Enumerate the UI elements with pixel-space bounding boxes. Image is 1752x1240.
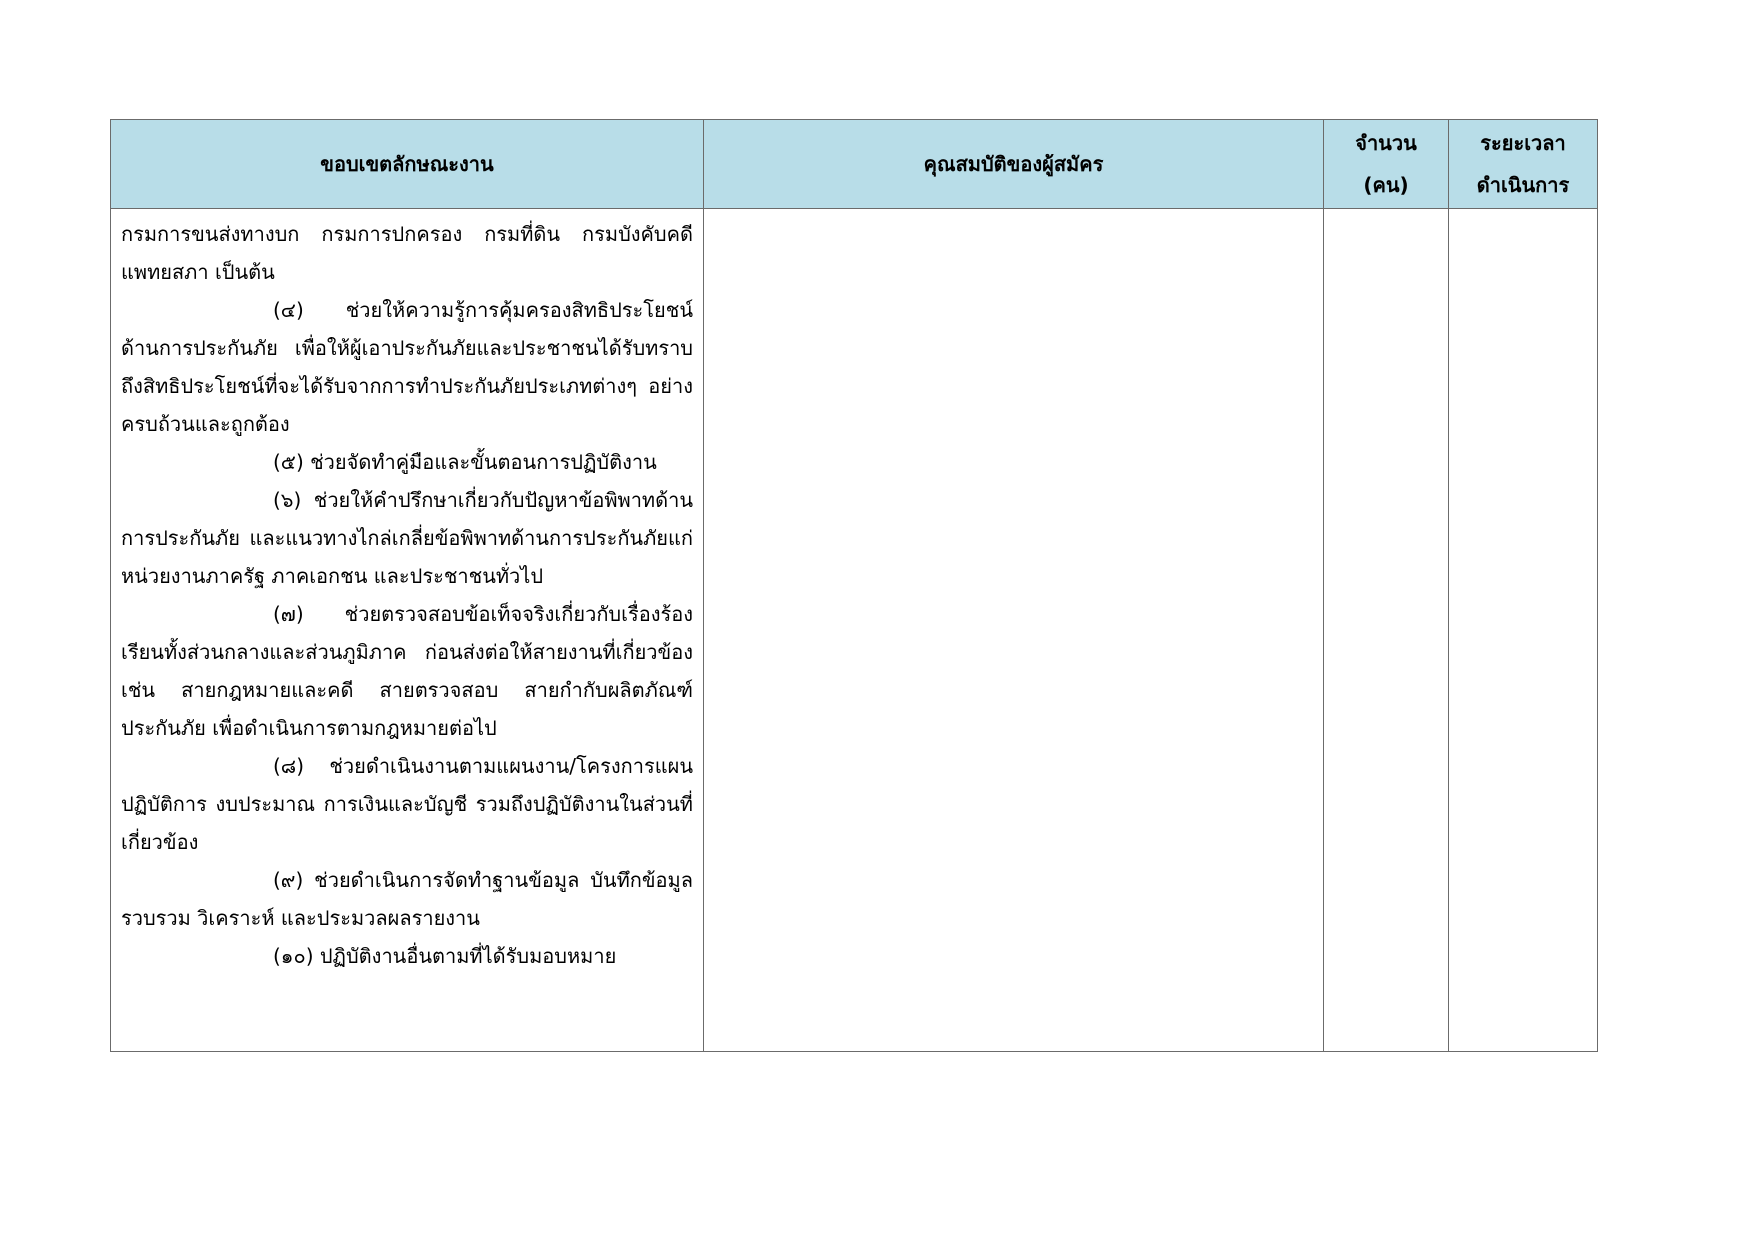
scope-paragraph: (๙) ช่วยดำเนินการจัดทำฐานข้อมูล บันทึกข้อมูล รวบรวม วิเคราะห์ และประมวลผลรายงาน: [121, 868, 693, 930]
header-qualifications-label: คุณสมบัติของผู้สมัคร: [923, 152, 1104, 176]
internship-scope-table: [110, 119, 1598, 1052]
scope-paragraph: (๑๐) ปฏิบัติงานอื่นตามที่ได้รับมอบหมาย: [273, 944, 617, 968]
count-cell: [1324, 209, 1449, 1052]
scope-cell: [111, 209, 704, 1052]
header-duration-label: ระยะเวลา: [1480, 131, 1566, 155]
header-scope-label: ขอบเขตลักษณะงาน: [320, 152, 494, 176]
header-qualifications: [704, 120, 1324, 209]
table-row: [111, 209, 1598, 1052]
duration-cell: [1449, 209, 1598, 1052]
header-duration: [1449, 120, 1598, 209]
scope-paragraph: (๘) ช่วยดำเนินงานตามแผนงาน/โครงการแผนปฏิบัติการ งบประมาณ การเงินและบัญชี รวมถึงปฏิบัติงานในส่วนที่เกี่ยวข้อง: [121, 754, 693, 854]
header-scope: [111, 120, 704, 209]
header-count: [1324, 120, 1449, 209]
header-count-unit: (คน): [1363, 173, 1409, 197]
scope-paragraph: (๖) ช่วยให้คำปรึกษาเกี่ยวกับปัญหาข้อพิพาทด้านการประกันภัย และแนวทางไกล่เกลี่ยข้อพิพาทด้านการประกันภัยแก่หน่วยงานภาครัฐ ภาคเอกชน และประชาชนทั่วไป: [121, 488, 693, 588]
table-header-row: [111, 120, 1598, 209]
scope-paragraph: (๗) ช่วยตรวจสอบข้อเท็จจริงเกี่ยวกับเรื่องร้องเรียนทั้งส่วนกลางและส่วนภูมิภาค ก่อนส่งต่อให้สายงานที่เกี่ยวข้อง เช่น สายกฎหมายและคดี สายตรวจสอบ สายกำกับผลิตภัณฑ์ประกันภัย เพื่อดำเนินการตามกฎหมายต่อไป: [121, 602, 693, 740]
header-count-label: จำนวน: [1355, 131, 1417, 155]
scope-paragraph: (๕) ช่วยจัดทำคู่มือและขั้นตอนการปฏิบัติงาน: [273, 450, 657, 474]
qualifications-cell: [704, 209, 1324, 1052]
scope-paragraph: กรมการขนส่งทางบก กรมการปกครอง กรมที่ดิน กรมบังคับคดี แพทยสภา เป็นต้น: [121, 222, 693, 284]
header-duration-label-2: ดำเนินการ: [1476, 173, 1570, 197]
scope-paragraph: (๔) ช่วยให้ความรู้การคุ้มครองสิทธิประโยชน์ด้านการประกันภัย เพื่อให้ผู้เอาประกันภัยและประชาชนได้รับทราบถึงสิทธิประโยชน์ที่จะได้รับจากการทำประกันภัยประเภทต่างๆ อย่างครบถ้วนและถูกต้อง: [121, 298, 693, 436]
